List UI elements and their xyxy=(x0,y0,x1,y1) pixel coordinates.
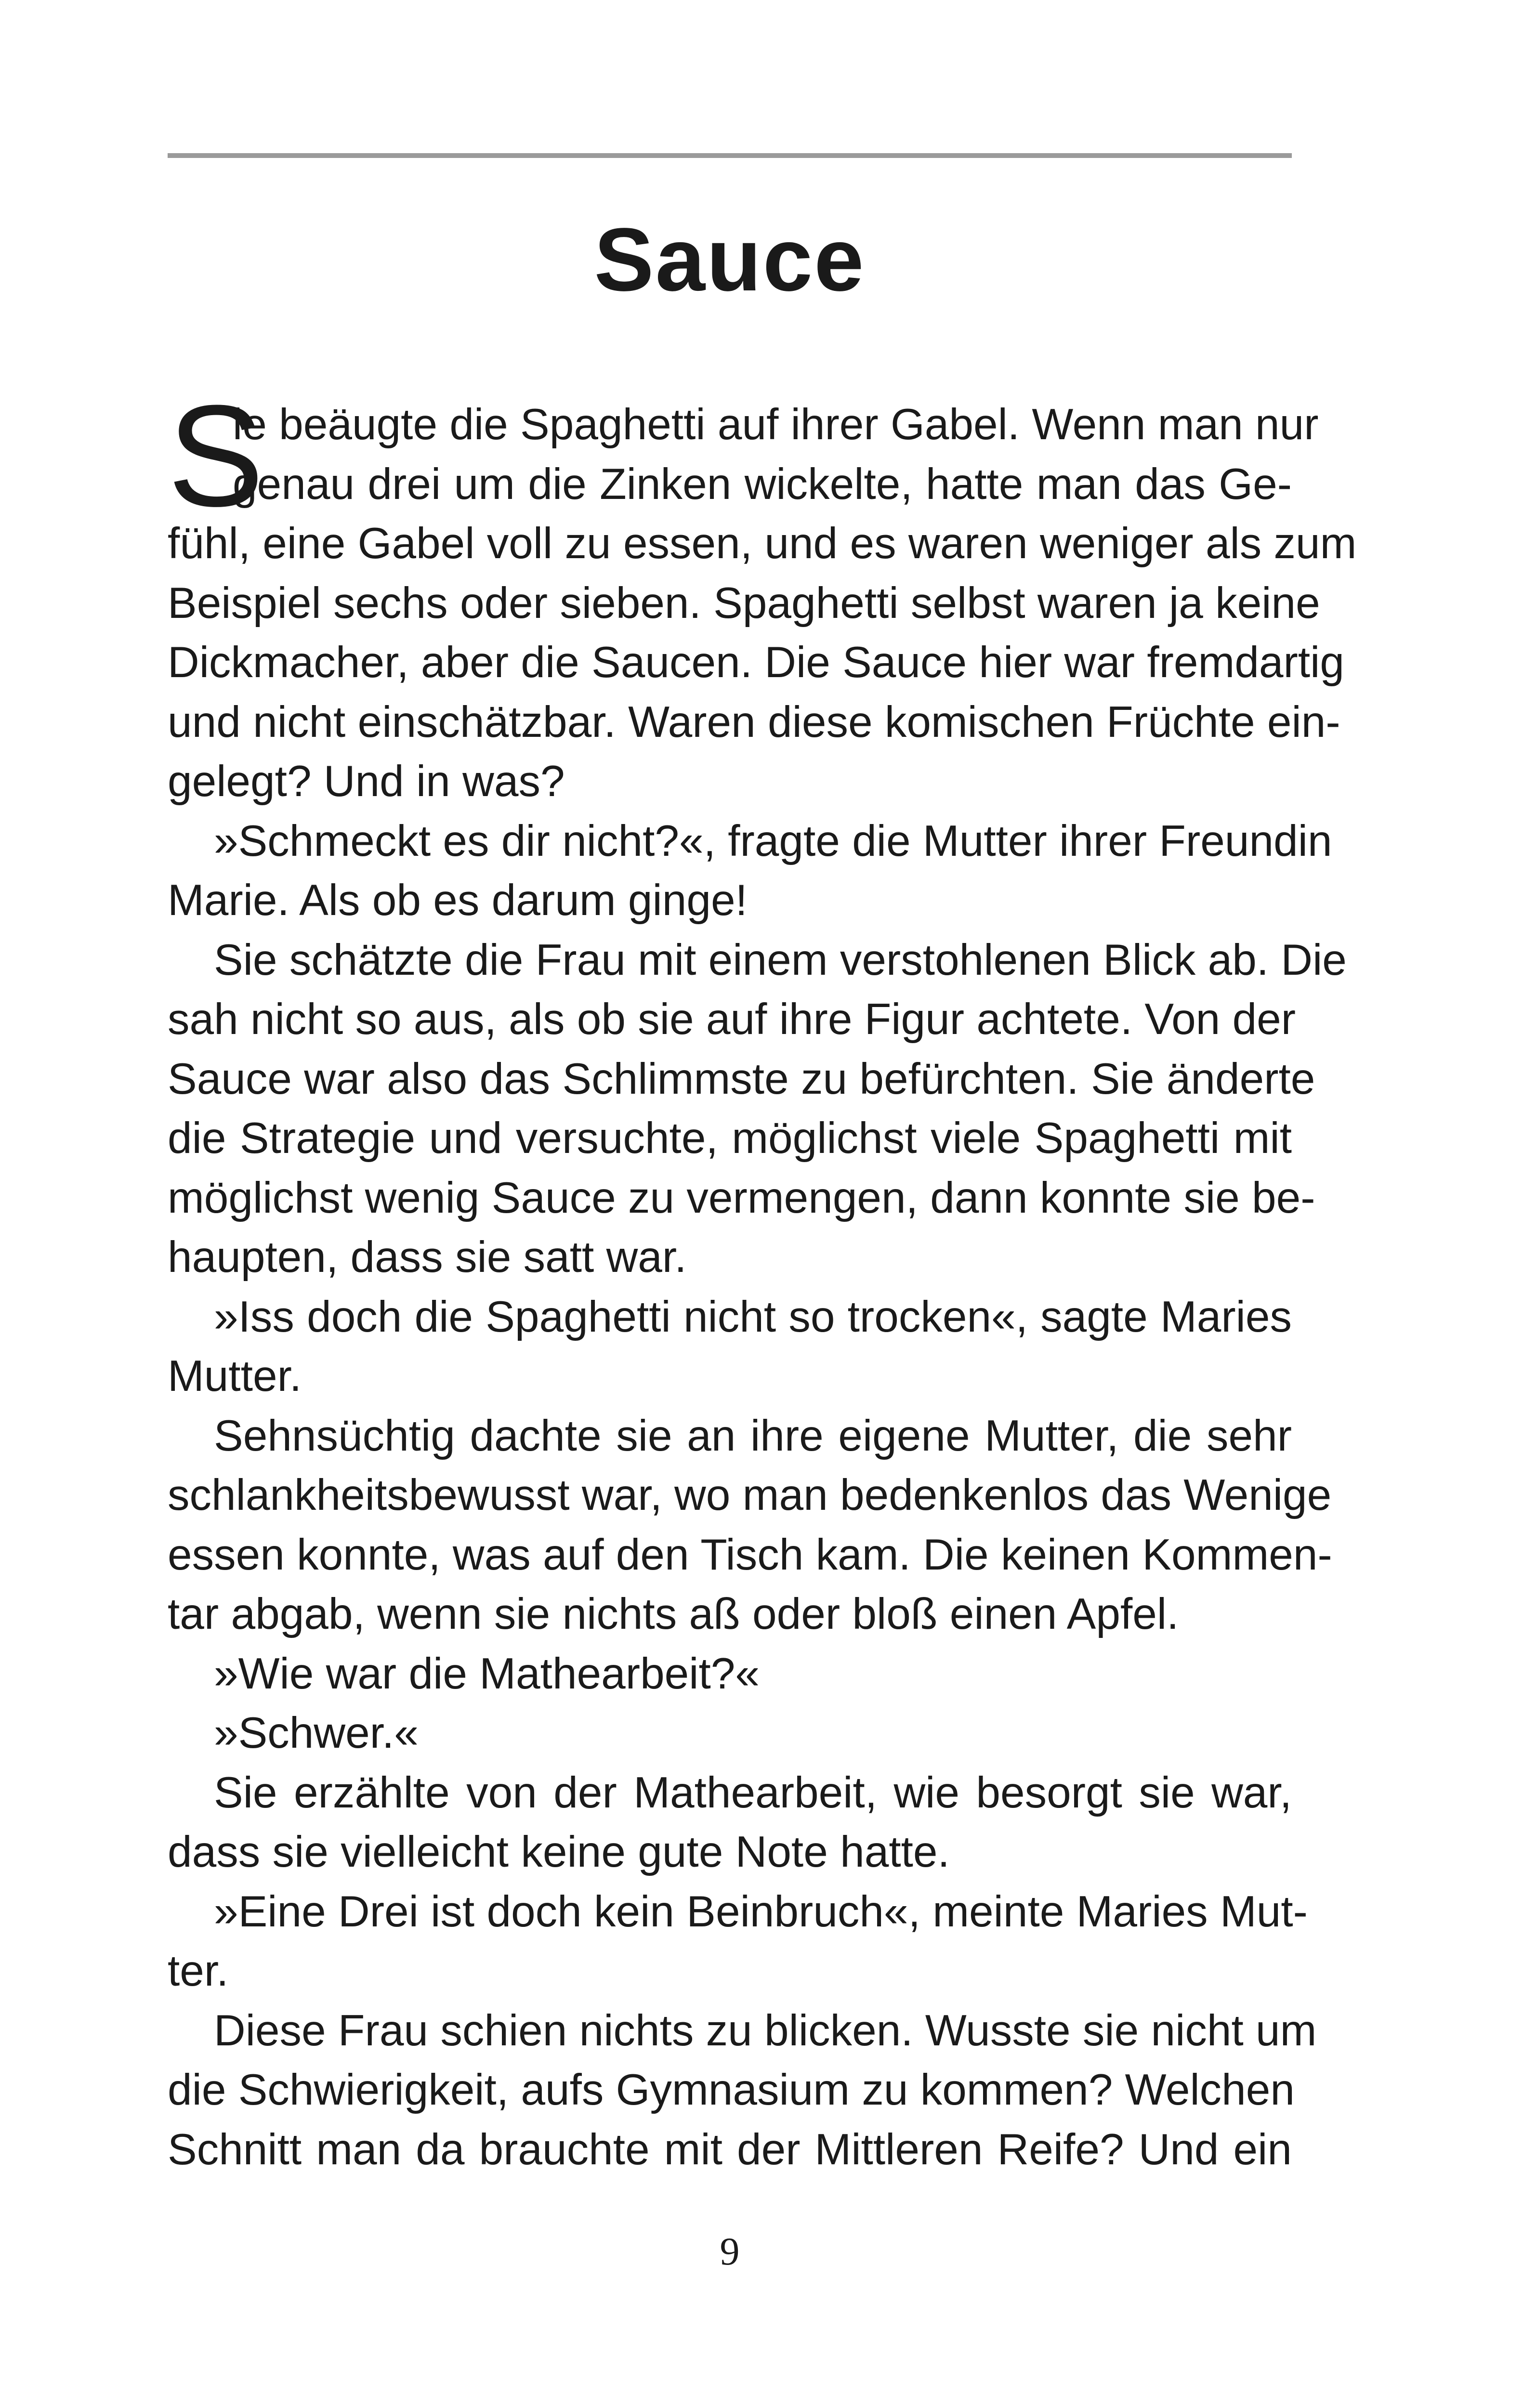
text-line: haupten, dass sie satt war. xyxy=(168,1233,687,1282)
text-line: Schnitt man da brauchte mit der Mittleren Reife? Und ein xyxy=(168,2125,1292,2174)
text-line: Marie. Als ob es darum ginge! xyxy=(168,876,748,925)
text-line: essen konnte, was auf den Tisch kam. Die keinen Kommen- xyxy=(168,1530,1332,1579)
drop-cap: S xyxy=(168,375,264,537)
text-line: die Strategie und versuchte, möglichst viele Spaghetti mit xyxy=(168,1114,1292,1163)
text-line: »Eine Drei ist doch kein Beinbruch«, meinte Maries Mut- xyxy=(214,1887,1308,1936)
text-line: Sauce war also das Schlimmste zu befürchten. Sie änderte xyxy=(168,1054,1315,1103)
text-line: »Wie war die Mathearbeit?« xyxy=(214,1649,760,1698)
text-line: tar abgab, wenn sie nichts aß oder bloß einen Apfel. xyxy=(168,1590,1179,1638)
text-line: ie beäugte die Spaghetti auf ihrer Gabel. Wenn man nur xyxy=(233,400,1319,449)
text-line: sah nicht so aus, als ob sie auf ihre Figur achtete. Von der xyxy=(168,995,1296,1044)
text-line: Mutter. xyxy=(168,1352,302,1400)
text-line: die Schwierigkeit, aufs Gymnasium zu kommen? Welchen xyxy=(168,2066,1295,2114)
text-line: fühl, eine Gabel voll zu essen, und es waren weniger als zum xyxy=(168,519,1357,568)
text-line: Diese Frau schien nichts zu blicken. Wusste sie nicht um xyxy=(214,2006,1317,2055)
chapter-title: Sauce xyxy=(594,210,866,310)
text-line: Dickmacher, aber die Saucen. Die Sauce hier war fremdartig xyxy=(168,638,1344,687)
text-line: dass sie vielleicht keine gute Note hatte. xyxy=(168,1828,950,1876)
text-line: »Schmeckt es dir nicht?«, fragte die Mutter ihrer Freundin xyxy=(214,816,1332,865)
page-number: 9 xyxy=(720,2229,740,2273)
text-line: »Iss doch die Spaghetti nicht so trocken«, sagte Maries xyxy=(214,1292,1292,1341)
text-line: genau drei um die Zinken wickelte, hatte man das Ge- xyxy=(233,459,1292,509)
text-line: Sie erzählte von der Mathearbeit, wie besorgt sie war, xyxy=(214,1768,1292,1817)
text-line: Beispiel sechs oder sieben. Spaghetti selbst waren ja keine xyxy=(168,578,1320,628)
text-line: ter. xyxy=(168,1947,229,1995)
text-line: Sehnsüchtig dachte sie an ihre eigene Mutter, die sehr xyxy=(214,1411,1292,1460)
text-line: möglichst wenig Sauce zu vermengen, dann konnte sie be- xyxy=(168,1173,1315,1222)
text-line: »Schwer.« xyxy=(214,1709,419,1757)
header-rule xyxy=(168,153,1292,158)
text-line: und nicht einschätzbar. Waren diese komischen Früchte ein- xyxy=(168,697,1340,746)
text-line: gelegt? Und in was? xyxy=(168,757,565,806)
text-line: Sie schätzte die Frau mit einem verstohlenen Blick ab. Die xyxy=(214,935,1347,984)
text-line: schlankheitsbewusst war, wo man bedenkenlos das Wenige xyxy=(168,1471,1332,1519)
body-text xyxy=(168,375,1357,2179)
